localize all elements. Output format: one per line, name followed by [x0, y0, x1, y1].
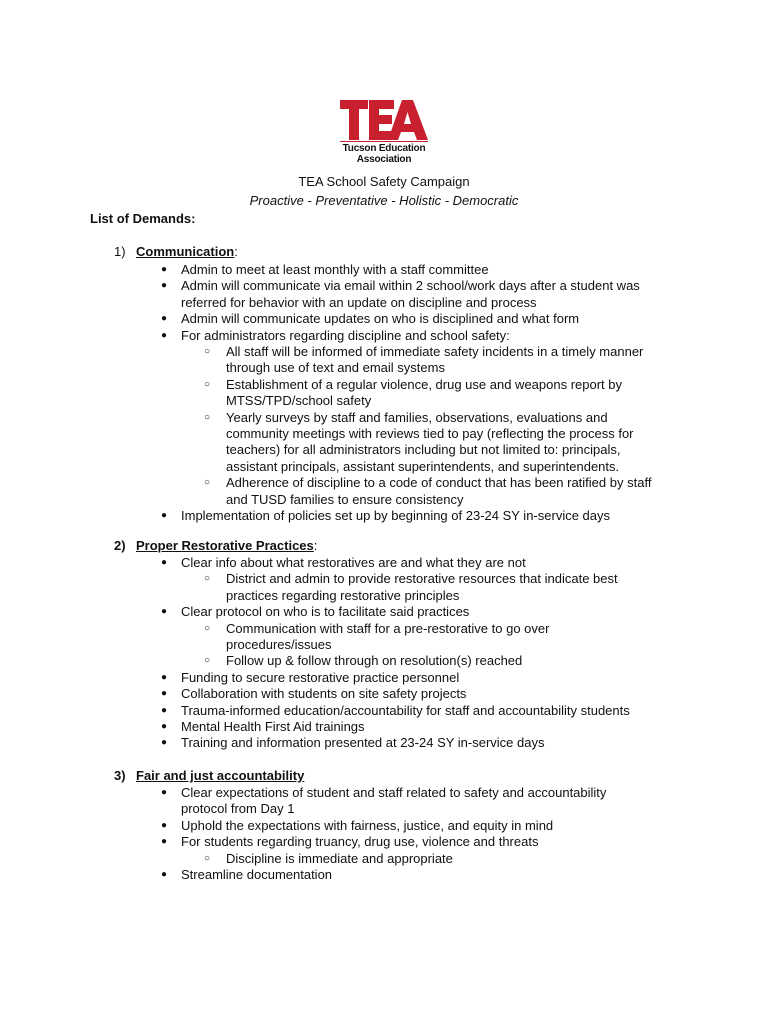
list-heading: List of Demands:: [90, 211, 196, 226]
list-item-text: For administrators regarding discipline and school safety:: [181, 327, 510, 343]
bullet-icon: ●: [160, 606, 168, 618]
hollow-bullet-icon: ○: [203, 346, 211, 357]
bullet-icon: ●: [160, 264, 168, 275]
list-item: [0, 703, 768, 719]
list-item: [0, 508, 768, 524]
bullet-icon: ●: [160, 787, 168, 798]
list-item: [0, 785, 768, 818]
bullet-icon: ●: [160, 329, 168, 341]
list-item: [0, 604, 768, 620]
document-subtitle: Proactive - Preventative - Holistic - Democratic: [249, 193, 519, 208]
list-item-text: Follow up & follow through on resolution(s) reached: [226, 653, 523, 669]
tea-logo-mark-icon: [338, 98, 430, 142]
bullet-icon: ●: [160, 869, 168, 880]
list-item-text: Clear info about what restoratives are and what they are not: [181, 555, 526, 570]
section-name: Fair and just accountability: [136, 768, 305, 783]
logo-text-line2: Association: [356, 154, 412, 165]
list-item-text: Admin will communicate updates on who is disciplined and what form: [181, 311, 580, 327]
list-item-text: Admin to meet at least monthly with a staff committee: [181, 262, 489, 277]
bullet-icon: ●: [160, 836, 168, 848]
section-name: Communication: [136, 244, 235, 259]
section-number: 2): [114, 538, 126, 553]
list-item-text: For students regarding truancy, drug use, violence and threats: [181, 834, 539, 850]
bullet-icon: ●: [160, 737, 168, 749]
list-item: [0, 344, 768, 377]
list-item-text: Uphold the expectations with fairness, justice, and equity in mind: [181, 817, 554, 833]
hollow-bullet-icon: ○: [203, 411, 211, 423]
section-number: 3): [114, 768, 126, 783]
list-item: [0, 818, 768, 834]
list-item-text: Discipline is immediate and appropriate: [226, 850, 453, 866]
list-item-text: Funding to secure restorative practice personnel: [181, 669, 460, 685]
list-item-text: Adherence of discipline to a code of conduct that has been ratified by staff and TUSD families to ensure consistency: [226, 475, 652, 507]
list-item: [0, 851, 768, 867]
bullet-icon: ●: [160, 671, 168, 683]
section-title: [114, 244, 238, 260]
section-title: [114, 538, 317, 554]
bullet-icon: ●: [160, 688, 168, 700]
list-item: [0, 719, 768, 735]
list-item: [0, 867, 768, 883]
logo-text-line1: Tucson Education: [342, 143, 426, 154]
list-item: [0, 686, 768, 702]
list-item: [0, 555, 768, 571]
hollow-bullet-icon: ○: [203, 852, 211, 864]
list-item: [0, 735, 768, 751]
list-item-text: Establishment of a regular violence, drug use and weapons report by MTSS/TPD/school safety: [226, 376, 623, 409]
list-item: [0, 475, 768, 508]
list-item: [0, 328, 768, 344]
tea-logo: [338, 98, 430, 166]
hollow-bullet-icon: ○: [203, 655, 211, 667]
list-item: [0, 311, 768, 327]
list-item-text: Yearly surveys by staff and families, observations, evaluations and community meetings with reviews tied to pay (reflecting the process for teachers) for all administrators including but not limited to: principals, assistant principals, assistant superintendents, and superintendents.: [226, 409, 634, 474]
list-item-text: Communication with staff for a pre-restorative to go over procedures/issues: [226, 620, 550, 652]
list-item: [0, 834, 768, 850]
list-item-text: Trauma-informed education/accountability for staff and accountability students: [181, 702, 630, 718]
list-item-text: Clear protocol on who is to facilitate said practices: [181, 604, 470, 620]
list-item-text: Admin will communicate via email within 2 school/work days after a student was referred for behavior with an update on discipline and process: [181, 278, 640, 310]
bullet-icon: ●: [160, 510, 168, 521]
list-item: [0, 262, 768, 278]
bullet-icon: ●: [160, 819, 168, 831]
list-item-text: Collaboration with students on site safety projects: [181, 686, 467, 702]
list-item: [0, 670, 768, 686]
hollow-bullet-icon: ○: [203, 378, 211, 390]
section-suffix: :: [313, 538, 318, 553]
section-suffix: :: [234, 244, 238, 259]
list-item: [0, 653, 768, 669]
hollow-bullet-icon: ○: [203, 573, 211, 585]
bullet-icon: ●: [160, 313, 168, 325]
bullet-icon: ●: [160, 704, 168, 716]
hollow-bullet-icon: ○: [203, 622, 211, 634]
section-name: Proper Restorative Practices: [136, 538, 314, 553]
list-item-text: All staff will be informed of immediate safety incidents in a timely manner through use of text and email systems: [226, 344, 644, 376]
list-item: [0, 377, 768, 410]
bullet-icon: ●: [160, 721, 168, 732]
bullet-icon: ●: [160, 557, 168, 568]
section-title: [114, 768, 304, 784]
list-item: [0, 278, 768, 311]
hollow-bullet-icon: ○: [203, 477, 211, 489]
list-item: [0, 410, 768, 476]
section-number: 1): [114, 244, 126, 259]
list-item-text: Training and information presented at 23-24 SY in-service days: [181, 735, 545, 751]
list-item: [0, 571, 768, 604]
list-item-text: District and admin to provide restorative resources that indicate best practices regarding restorative principles: [226, 571, 618, 603]
list-item-text: Clear expectations of student and staff related to safety and accountability protocol from Day 1: [181, 785, 607, 817]
list-item-text: Implementation of policies set up by beginning of 23-24 SY in-service days: [181, 508, 611, 523]
bullet-icon: ●: [160, 280, 168, 292]
list-item-text: Mental Health First Aid trainings: [181, 719, 365, 734]
list-item-text: Streamline documentation: [181, 867, 333, 882]
document-title: TEA School Safety Campaign: [298, 174, 470, 189]
list-item: [0, 621, 768, 654]
